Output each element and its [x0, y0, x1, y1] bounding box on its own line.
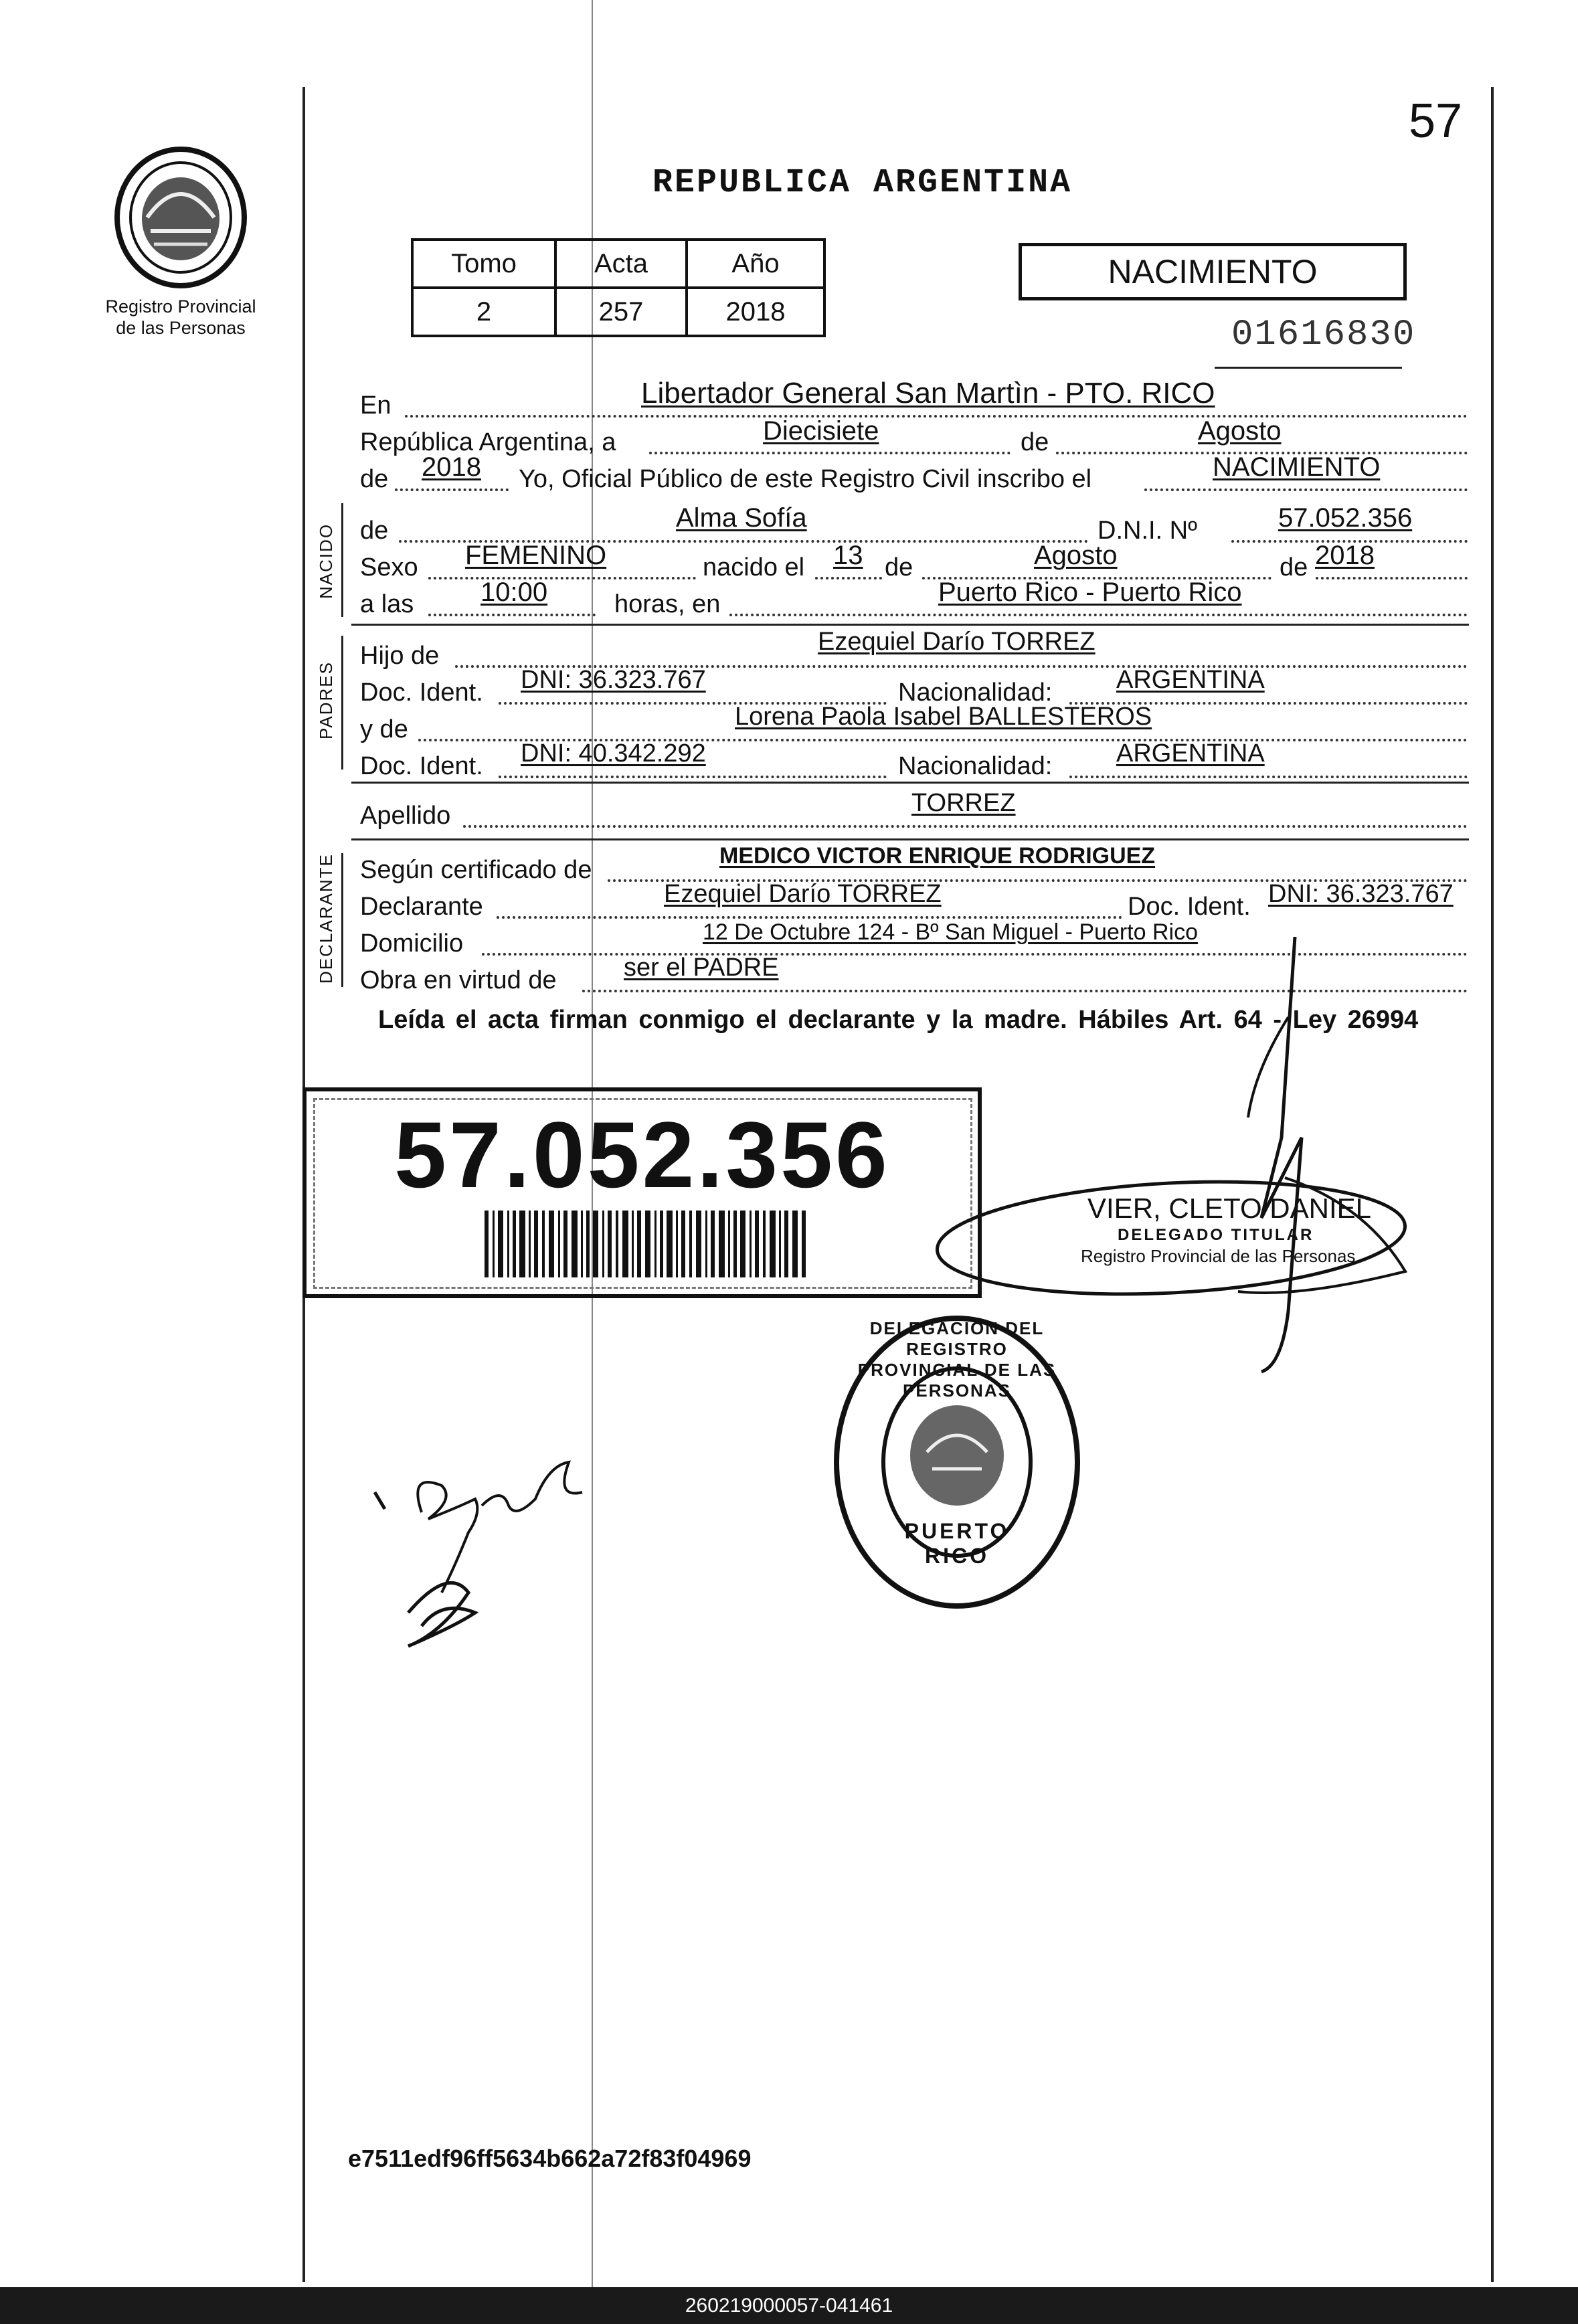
segun-label: Según certificado de	[360, 856, 592, 884]
dni-label: D.N.I. Nº	[1098, 517, 1197, 545]
round-seal-inner-text: PUERTO RICO	[904, 1519, 1010, 1568]
child-dni: 57.052.356	[1278, 503, 1413, 533]
sexo-label: Sexo	[360, 553, 418, 582]
serial-number: 01616830	[1231, 315, 1416, 355]
official-stamp	[924, 1164, 1432, 1318]
mother-doc-dots	[499, 776, 887, 778]
alas-label: a las	[360, 590, 414, 618]
padres-bracket	[341, 636, 343, 770]
nacido-de-label: de	[360, 517, 389, 545]
anio-header: Año	[687, 240, 824, 288]
birth-day: 13	[833, 541, 863, 570]
dni-stamp-number: 57.052.356	[394, 1102, 890, 1207]
birth-year: 2018	[1315, 541, 1375, 570]
en-dots	[405, 415, 1468, 418]
declarante-doc-label: Doc. Ident.	[1128, 893, 1251, 921]
barcode	[485, 1211, 806, 1277]
acta-header: Acta	[555, 240, 687, 288]
birth-day-dots	[815, 577, 882, 579]
sexo-dots	[428, 577, 696, 579]
dni-stamp	[302, 1087, 982, 1298]
registry-line1: Registro Provincial	[105, 296, 256, 317]
hash-code: e7511edf96ff5634b662a72f83f04969	[348, 2145, 752, 2172]
nacido-de-label2: de	[885, 553, 913, 582]
declarante-section-label: DECLARANTE	[316, 853, 336, 984]
birth-time: 10:00	[480, 577, 548, 607]
nacido-bracket	[341, 503, 343, 617]
record-type-box: NACIMIENTO	[1019, 243, 1407, 300]
obra-dots	[582, 990, 1468, 992]
closing-text: Leída el acta firman conmigo el declarante y la madre. Hábiles Art. 64 - Ley 26994	[378, 1006, 1419, 1034]
mother-name: Lorena Paola Isabel BALLESTEROS	[735, 703, 1152, 731]
republica-label: República Argentina, a	[360, 428, 616, 456]
official-role: DELEGADO TITULAR	[1118, 1226, 1314, 1244]
oficial-text: Yo, Oficial Público de este Registro Civil inscribo el	[519, 465, 1092, 493]
de-label: de	[1021, 428, 1049, 456]
nacido-section-label: NACIDO	[316, 523, 336, 599]
father-nat-label: Nacionalidad:	[898, 679, 1053, 707]
divider-apellido	[351, 838, 1469, 840]
round-seal-outer-text: DELEGACION DEL REGISTRO PROVINCIAL DE LAS PERSONAS	[857, 1318, 1057, 1401]
official-name: VIER, CLETO DANIEL	[1087, 1192, 1372, 1224]
de2-label: de	[360, 465, 389, 493]
declarant-signature	[368, 1459, 602, 1653]
country-title: REPUBLICA ARGENTINA	[652, 164, 1073, 202]
en-value: Libertador General San Martìn - PTO. RICO	[641, 377, 1215, 410]
father-nat: ARGENTINA	[1116, 666, 1265, 694]
nacido-el-label: nacido el	[703, 553, 805, 582]
apellido-label: Apellido	[360, 802, 451, 830]
en-label: En	[360, 391, 391, 420]
birth-place: Puerto Rico - Puerto Rico	[938, 577, 1242, 607]
declarante-doc: DNI: 36.323.767	[1268, 880, 1454, 908]
day-dots	[649, 452, 1011, 454]
inscribo-dots	[1144, 488, 1468, 491]
obra-label: Obra en virtud de	[360, 966, 557, 994]
time-dots	[428, 614, 596, 616]
apellido-value: TORREZ	[911, 789, 1016, 817]
father-doc-label: Doc. Ident.	[360, 679, 483, 707]
footer-bar	[0, 2287, 1578, 2324]
mother-doc-label: Doc. Ident.	[360, 752, 483, 780]
declarante-label: Declarante	[360, 893, 483, 921]
registry-name	[87, 296, 274, 339]
horas-label: horas, en	[614, 590, 721, 618]
serial-underline	[1215, 367, 1402, 369]
registry-line2: de las Personas	[116, 318, 246, 338]
domicilio-label: Domicilio	[360, 929, 464, 958]
yde-label: y de	[360, 715, 408, 743]
inscribo-value: NACIMIENTO	[1213, 452, 1381, 482]
obra-value: ser el PADRE	[624, 954, 779, 982]
domicilio-value: 12 De Octubre 124 - Bº San Miguel - Puerto Rico	[703, 919, 1198, 945]
padres-section-label: PADRES	[316, 661, 336, 739]
birth-month: Agosto	[1034, 541, 1118, 570]
birth-year-dots	[1316, 577, 1468, 579]
hijo-label: Hijo de	[360, 642, 440, 670]
tomo-header: Tomo	[412, 240, 555, 288]
divider-nacido	[351, 624, 1469, 626]
acta-value: 257	[555, 288, 687, 336]
declarante-value: Ezequiel Darío TORREZ	[664, 880, 942, 908]
anio-value: 2018	[687, 288, 824, 336]
official-signature	[1241, 937, 1322, 1378]
child-name: Alma Sofía	[676, 503, 807, 533]
place-dots	[729, 614, 1468, 616]
page-number: 57	[1409, 94, 1463, 148]
record-table	[411, 238, 826, 337]
mother-nat-label: Nacionalidad:	[898, 752, 1053, 780]
father-doc: DNI: 36.323.767	[521, 666, 706, 694]
right-margin-line	[1491, 87, 1494, 2282]
year-dots	[395, 488, 509, 491]
footer-code: 260219000057-041461	[685, 2295, 893, 2317]
apellido-dots	[463, 825, 1468, 828]
provincial-seal-logo	[110, 144, 251, 291]
mother-nat: ARGENTINA	[1116, 739, 1265, 768]
nacido-de-label3: de	[1280, 553, 1308, 582]
official-registry: Registro Provincial de las Personas	[1081, 1246, 1356, 1266]
mother-doc: DNI: 40.342.292	[521, 739, 706, 768]
registry-round-seal	[826, 1312, 1087, 1613]
declarante-bracket	[341, 853, 343, 987]
day-value: Diecisiete	[763, 416, 879, 446]
tomo-value: 2	[412, 288, 555, 336]
mother-nat-dots	[1069, 776, 1468, 778]
declarante-dots	[497, 916, 1122, 919]
divider-padres	[351, 782, 1469, 784]
certificado-value: MEDICO VICTOR ENRIQUE RODRIGUEZ	[719, 843, 1156, 869]
sexo-value: FEMENINO	[465, 541, 607, 570]
month-value: Agosto	[1198, 416, 1282, 446]
year-value: 2018	[422, 452, 481, 482]
father-name: Ezequiel Darío TORREZ	[818, 628, 1095, 656]
